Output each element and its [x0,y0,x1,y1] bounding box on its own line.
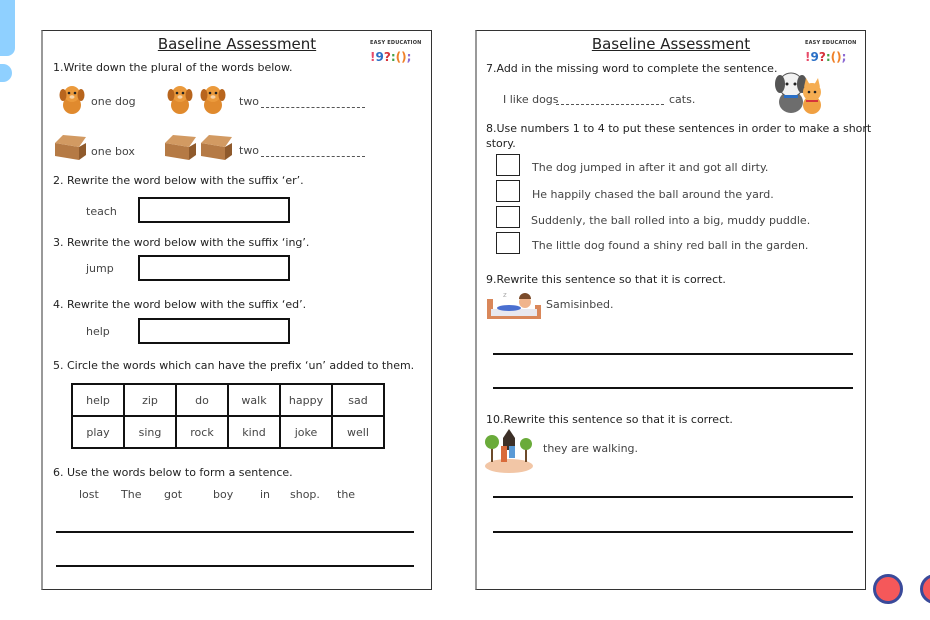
box-icon [163,133,197,161]
question-1-prompt: 1.Write down the plural of the words below. [53,61,293,74]
q7-sentence-end: cats. [669,93,696,106]
q1-plural-prefix-dog: two [239,95,260,108]
q8-sentence: The dog jumped in after it and got all dirty. [532,161,769,174]
question-7-prompt: 7.Add in the missing word to complete the sentence. [486,62,778,75]
question-9-prompt: 9.Rewrite this sentence so that it is correct. [486,273,726,286]
q1-singular-box: one box [91,145,135,158]
q7-answer-blank[interactable] [556,103,664,105]
answer-line[interactable] [56,565,414,567]
question-8-prompt-line-2: story. [486,137,516,150]
q6-word: lost [79,488,99,501]
dog-icon [57,83,87,115]
q8-sentence: The little dog found a shiny red ball in the garden. [532,239,809,252]
sleeping-child-icon [487,289,541,321]
order-number-box[interactable] [496,206,520,228]
q9-sentence: Samisinbed. [546,298,614,311]
q7-sentence-start: I like dogs [503,93,559,106]
decorative-exclamation-icon [0,0,18,84]
grid-word[interactable]: well [332,416,384,448]
worksheet-page-1 [41,30,432,590]
order-number-box[interactable] [496,180,520,202]
page-title: Baseline Assessment [157,35,317,53]
svg-text:z: z [503,291,507,299]
q3-answer-box[interactable] [138,255,290,281]
q8-sentence: Suddenly, the ball rolled into a big, muddy puddle. [531,214,811,227]
answer-line[interactable] [56,531,414,533]
q2-word: teach [86,205,117,218]
q6-word: got [164,488,183,501]
answer-line[interactable] [493,531,853,533]
grid-word[interactable]: rock [176,416,228,448]
dog-icon [165,83,195,115]
q1-plural-prefix-box: two [239,144,260,157]
grid-word[interactable]: walk [228,384,280,416]
prefix-word-grid [71,383,385,449]
question-8-prompt-line-1: 8.Use numbers 1 to 4 to put these sentences in order to make a short [486,122,872,135]
dog-and-cat-icon [771,68,829,116]
q6-word: the [337,488,356,501]
question-2-prompt: 2. Rewrite the word below with the suffix ‘er’. [53,174,304,187]
box-icon [199,133,233,161]
q10-sentence: they are walking. [543,442,639,455]
grid-word[interactable]: zip [124,384,176,416]
q1-singular-dog: one dog [91,95,136,108]
worksheet-page-2 [475,30,872,590]
easy-education-logo: EASY EDUCATION !9?:(); [805,40,857,64]
dog-icon [198,83,228,115]
answer-line[interactable] [493,496,853,498]
answer-line[interactable] [493,353,853,355]
order-number-box[interactable] [496,232,520,254]
q2-answer-box[interactable] [138,197,290,223]
q6-word: boy [213,488,234,501]
grid-word[interactable]: play [72,416,124,448]
question-4-prompt: 4. Rewrite the word below with the suffix ‘ed’. [53,298,307,311]
question-3-prompt: 3. Rewrite the word below with the suffix ‘ing’. [53,236,310,249]
walking-people-icon [483,428,535,474]
q1-answer-blank-dog[interactable] [261,106,365,108]
q3-word: jump [86,262,114,275]
answer-line[interactable] [493,387,853,389]
red-badge-icon[interactable] [920,574,930,604]
q4-word: help [86,325,110,338]
grid-word[interactable]: help [72,384,124,416]
order-number-box[interactable] [496,154,520,176]
grid-word[interactable]: sing [124,416,176,448]
grid-word[interactable]: happy [280,384,332,416]
grid-word[interactable]: joke [280,416,332,448]
grid-word[interactable]: sad [332,384,384,416]
question-5-prompt: 5. Circle the words which can have the prefix ‘un’ added to them. [53,359,415,372]
grid-row [72,416,384,448]
q6-word: in [260,488,271,501]
question-10-prompt: 10.Rewrite this sentence so that it is correct. [486,413,733,426]
q4-answer-box[interactable] [138,318,290,344]
question-6-prompt: 6. Use the words below to form a sentence. [53,466,293,479]
easy-education-logo: EASY EDUCATION !9?:(); [370,40,422,64]
q6-word: shop. [290,488,320,501]
page-title: Baseline Assessment [591,35,751,53]
q1-answer-blank-box[interactable] [261,155,365,157]
grid-word[interactable]: kind [228,416,280,448]
red-badge-icon[interactable] [873,574,903,604]
grid-word[interactable]: do [176,384,228,416]
box-icon [53,133,87,161]
q6-word: The [121,488,142,501]
q8-sentence: He happily chased the ball around the yard. [532,188,774,201]
grid-row [72,384,384,416]
